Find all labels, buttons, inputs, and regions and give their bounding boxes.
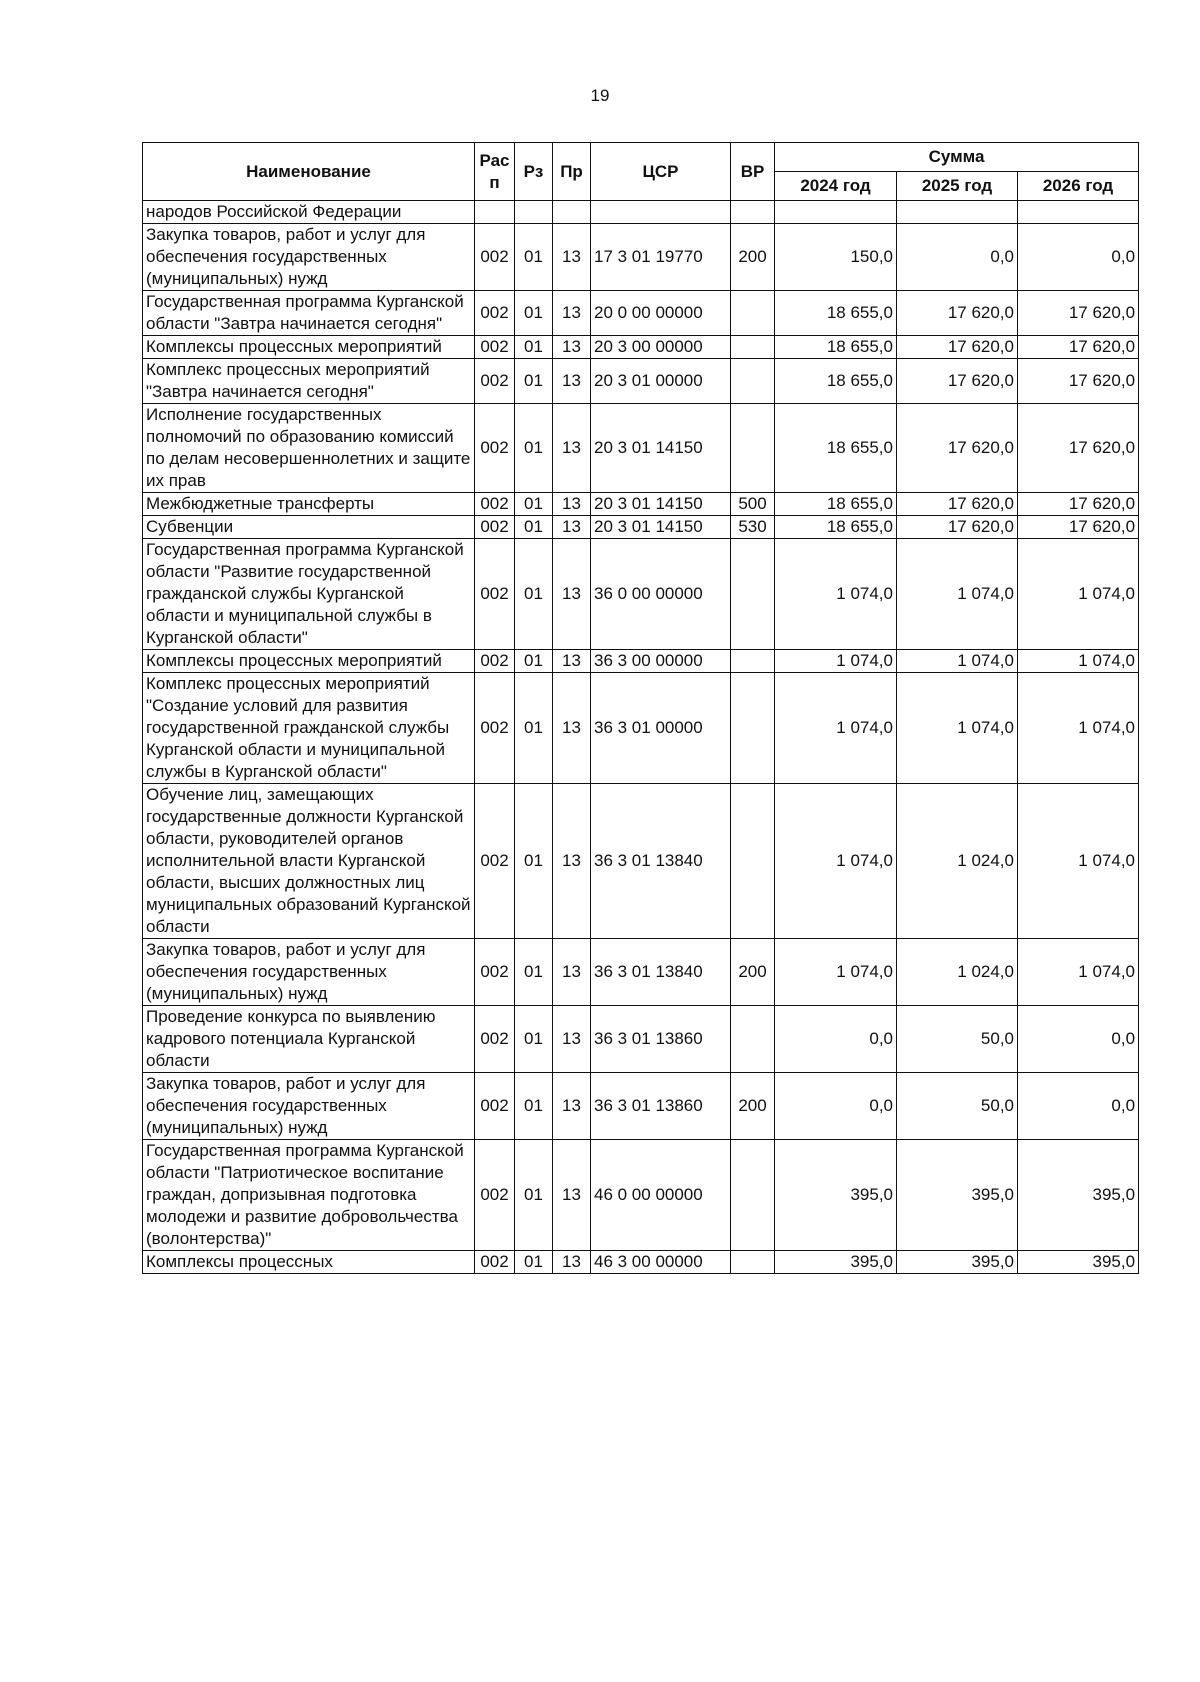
table-row xyxy=(143,650,1139,673)
cell-name: Закупка товаров, работ и услуг для обеспечения государственных (муниципальных) нужд xyxy=(143,224,475,291)
cell-pr: 13 xyxy=(553,291,591,336)
cell-vr xyxy=(731,650,775,673)
header-vr: ВР xyxy=(731,143,775,201)
cell-vr xyxy=(731,201,775,224)
cell-name: Комплекс процессных мероприятий "Завтра начинается сегодня" xyxy=(143,359,475,404)
cell-rasp: 002 xyxy=(475,1073,515,1140)
cell-vr: 500 xyxy=(731,493,775,516)
cell-csr: 36 3 01 13840 xyxy=(591,939,731,1006)
cell-rasp: 002 xyxy=(475,784,515,939)
cell-sum-2025: 1 074,0 xyxy=(897,650,1018,673)
table-row xyxy=(143,224,1139,291)
cell-sum-2026: 1 074,0 xyxy=(1018,939,1139,1006)
cell-name: Государственная программа Курганской области "Завтра начинается сегодня" xyxy=(143,291,475,336)
table-row xyxy=(143,539,1139,650)
cell-sum-2024: 395,0 xyxy=(775,1251,897,1274)
cell-vr xyxy=(731,404,775,493)
cell-name: народов Российской Федерации xyxy=(143,201,475,224)
cell-sum-2025: 1 024,0 xyxy=(897,939,1018,1006)
cell-rz: 01 xyxy=(515,939,553,1006)
cell-rz: 01 xyxy=(515,336,553,359)
cell-rasp: 002 xyxy=(475,539,515,650)
cell-sum-2025: 17 620,0 xyxy=(897,404,1018,493)
cell-pr: 13 xyxy=(553,539,591,650)
header-pr: Пр xyxy=(553,143,591,201)
cell-sum-2024: 395,0 xyxy=(775,1140,897,1251)
cell-name: Комплексы процессных мероприятий xyxy=(143,336,475,359)
cell-vr xyxy=(731,336,775,359)
cell-pr: 13 xyxy=(553,359,591,404)
cell-rz: 01 xyxy=(515,516,553,539)
cell-sum-2025: 50,0 xyxy=(897,1073,1018,1140)
cell-sum-2026: 395,0 xyxy=(1018,1251,1139,1274)
cell-csr: 36 3 01 13860 xyxy=(591,1006,731,1073)
cell-rasp: 002 xyxy=(475,1251,515,1274)
cell-rz: 01 xyxy=(515,650,553,673)
table-row xyxy=(143,201,1139,224)
cell-sum-2024 xyxy=(775,201,897,224)
cell-sum-2024: 0,0 xyxy=(775,1073,897,1140)
cell-sum-2025 xyxy=(897,201,1018,224)
cell-pr: 13 xyxy=(553,1073,591,1140)
table-row xyxy=(143,336,1139,359)
cell-vr xyxy=(731,673,775,784)
cell-vr: 200 xyxy=(731,224,775,291)
cell-vr xyxy=(731,1251,775,1274)
cell-pr xyxy=(553,201,591,224)
cell-csr: 36 3 01 13840 xyxy=(591,784,731,939)
cell-sum-2024: 18 655,0 xyxy=(775,516,897,539)
cell-rz: 01 xyxy=(515,224,553,291)
cell-rasp: 002 xyxy=(475,404,515,493)
cell-name: Закупка товаров, работ и услуг для обеспечения государственных (муниципальных) нужд xyxy=(143,939,475,1006)
cell-sum-2024: 18 655,0 xyxy=(775,336,897,359)
cell-sum-2024: 0,0 xyxy=(775,1006,897,1073)
cell-sum-2026 xyxy=(1018,201,1139,224)
cell-rasp xyxy=(475,201,515,224)
header-rz: Рз xyxy=(515,143,553,201)
cell-rasp: 002 xyxy=(475,359,515,404)
cell-pr: 13 xyxy=(553,939,591,1006)
cell-sum-2026: 17 620,0 xyxy=(1018,493,1139,516)
cell-name: Субвенции xyxy=(143,516,475,539)
cell-csr: 20 3 00 00000 xyxy=(591,336,731,359)
cell-vr: 200 xyxy=(731,1073,775,1140)
cell-rz: 01 xyxy=(515,1073,553,1140)
cell-rz: 01 xyxy=(515,539,553,650)
cell-rz: 01 xyxy=(515,493,553,516)
header-rasp: Рас п xyxy=(475,143,515,201)
cell-sum-2025: 1 074,0 xyxy=(897,539,1018,650)
cell-rz: 01 xyxy=(515,404,553,493)
cell-vr xyxy=(731,539,775,650)
cell-name: Комплексы процессных мероприятий xyxy=(143,650,475,673)
cell-sum-2025: 17 620,0 xyxy=(897,336,1018,359)
cell-rz: 01 xyxy=(515,359,553,404)
cell-sum-2025: 17 620,0 xyxy=(897,291,1018,336)
cell-csr: 17 3 01 19770 xyxy=(591,224,731,291)
cell-pr: 13 xyxy=(553,784,591,939)
cell-name: Проведение конкурса по выявлению кадрового потенциала Курганской области xyxy=(143,1006,475,1073)
cell-sum-2025: 17 620,0 xyxy=(897,493,1018,516)
cell-csr: 46 3 00 00000 xyxy=(591,1251,731,1274)
cell-sum-2025: 50,0 xyxy=(897,1006,1018,1073)
cell-csr: 20 0 00 00000 xyxy=(591,291,731,336)
table-row xyxy=(143,493,1139,516)
cell-sum-2024: 1 074,0 xyxy=(775,784,897,939)
cell-pr: 13 xyxy=(553,404,591,493)
cell-name: Межбюджетные трансферты xyxy=(143,493,475,516)
cell-csr: 36 3 01 13860 xyxy=(591,1073,731,1140)
cell-pr: 13 xyxy=(553,1006,591,1073)
cell-vr xyxy=(731,291,775,336)
cell-sum-2025: 1 074,0 xyxy=(897,673,1018,784)
table-row xyxy=(143,291,1139,336)
cell-sum-2025: 0,0 xyxy=(897,224,1018,291)
cell-rz: 01 xyxy=(515,784,553,939)
cell-sum-2024: 1 074,0 xyxy=(775,539,897,650)
cell-sum-2026: 17 620,0 xyxy=(1018,291,1139,336)
cell-sum-2024: 1 074,0 xyxy=(775,939,897,1006)
header-year-2026: 2026 год xyxy=(1018,172,1139,201)
cell-pr: 13 xyxy=(553,650,591,673)
cell-csr: 20 3 01 14150 xyxy=(591,404,731,493)
cell-sum-2025: 395,0 xyxy=(897,1140,1018,1251)
cell-sum-2024: 150,0 xyxy=(775,224,897,291)
cell-vr xyxy=(731,1006,775,1073)
table-row xyxy=(143,1251,1139,1274)
cell-vr xyxy=(731,1140,775,1251)
cell-csr: 36 0 00 00000 xyxy=(591,539,731,650)
table-row xyxy=(143,673,1139,784)
cell-sum-2026: 1 074,0 xyxy=(1018,539,1139,650)
cell-name: Государственная программа Курганской области "Развитие государственной гражданской службы Курганской области и муниципальной службы в Курганской области" xyxy=(143,539,475,650)
cell-sum-2026: 1 074,0 xyxy=(1018,650,1139,673)
cell-rasp: 002 xyxy=(475,516,515,539)
cell-sum-2026: 17 620,0 xyxy=(1018,404,1139,493)
cell-rz: 01 xyxy=(515,1006,553,1073)
table-header-row xyxy=(143,143,1139,172)
cell-name: Государственная программа Курганской области "Патриотическое воспитание граждан, допризывная подготовка молодежи и развитие добровольчества (волонтерства)" xyxy=(143,1140,475,1251)
cell-sum-2024: 18 655,0 xyxy=(775,493,897,516)
header-year-2025: 2025 год xyxy=(897,172,1018,201)
cell-name: Комплекс процессных мероприятий "Создание условий для развития государственной гражданской службы Курганской области и муниципальной службы в Курганской области" xyxy=(143,673,475,784)
cell-sum-2026: 17 620,0 xyxy=(1018,336,1139,359)
cell-rasp: 002 xyxy=(475,939,515,1006)
table-row xyxy=(143,939,1139,1006)
table-row xyxy=(143,1006,1139,1073)
cell-pr: 13 xyxy=(553,516,591,539)
cell-vr xyxy=(731,359,775,404)
table-row xyxy=(143,1073,1139,1140)
cell-rasp: 002 xyxy=(475,1140,515,1251)
table-row xyxy=(143,359,1139,404)
cell-csr: 20 3 01 14150 xyxy=(591,493,731,516)
cell-name: Исполнение государственных полномочий по образованию комиссий по делам несовершеннолетних и защите их прав xyxy=(143,404,475,493)
cell-rasp: 002 xyxy=(475,673,515,784)
cell-sum-2026: 1 074,0 xyxy=(1018,784,1139,939)
cell-sum-2026: 17 620,0 xyxy=(1018,359,1139,404)
cell-sum-2025: 1 024,0 xyxy=(897,784,1018,939)
cell-pr: 13 xyxy=(553,493,591,516)
table-row xyxy=(143,404,1139,493)
cell-sum-2026: 1 074,0 xyxy=(1018,673,1139,784)
cell-sum-2024: 1 074,0 xyxy=(775,650,897,673)
cell-pr: 13 xyxy=(553,224,591,291)
cell-vr: 530 xyxy=(731,516,775,539)
cell-rasp: 002 xyxy=(475,291,515,336)
header-csr: ЦСР xyxy=(591,143,731,201)
header-sum: Сумма xyxy=(775,143,1139,172)
cell-sum-2025: 17 620,0 xyxy=(897,359,1018,404)
cell-pr: 13 xyxy=(553,336,591,359)
cell-vr: 200 xyxy=(731,939,775,1006)
cell-pr: 13 xyxy=(553,1140,591,1251)
cell-sum-2024: 18 655,0 xyxy=(775,291,897,336)
cell-csr: 46 0 00 00000 xyxy=(591,1140,731,1251)
page-number: 19 xyxy=(590,86,610,105)
cell-rasp: 002 xyxy=(475,336,515,359)
cell-rz: 01 xyxy=(515,673,553,784)
cell-csr: 36 3 00 00000 xyxy=(591,650,731,673)
cell-rasp: 002 xyxy=(475,1006,515,1073)
cell-pr: 13 xyxy=(553,673,591,784)
cell-sum-2026: 17 620,0 xyxy=(1018,516,1139,539)
cell-name: Закупка товаров, работ и услуг для обеспечения государственных (муниципальных) нужд xyxy=(143,1073,475,1140)
cell-rz xyxy=(515,201,553,224)
cell-pr: 13 xyxy=(553,1251,591,1274)
cell-csr: 20 3 01 14150 xyxy=(591,516,731,539)
table-row xyxy=(143,516,1139,539)
cell-sum-2024: 1 074,0 xyxy=(775,673,897,784)
cell-sum-2026: 0,0 xyxy=(1018,1006,1139,1073)
cell-sum-2026: 0,0 xyxy=(1018,1073,1139,1140)
budget-table xyxy=(142,142,1139,1274)
header-name: Наименование xyxy=(143,143,475,201)
cell-sum-2024: 18 655,0 xyxy=(775,404,897,493)
cell-name: Обучение лиц, замещающих государственные должности Курганской области, руководителей органов исполнительной власти Курганской области, высших должностных лиц муниципальных образований Курганской области xyxy=(143,784,475,939)
cell-sum-2025: 395,0 xyxy=(897,1251,1018,1274)
cell-csr: 36 3 01 00000 xyxy=(591,673,731,784)
cell-rz: 01 xyxy=(515,1140,553,1251)
cell-sum-2026: 395,0 xyxy=(1018,1140,1139,1251)
cell-rasp: 002 xyxy=(475,650,515,673)
header-year-2024: 2024 год xyxy=(775,172,897,201)
table-body xyxy=(143,201,1139,1274)
cell-rasp: 002 xyxy=(475,493,515,516)
cell-name: Комплексы процессных xyxy=(143,1251,475,1274)
cell-csr: 20 3 01 00000 xyxy=(591,359,731,404)
cell-vr xyxy=(731,784,775,939)
cell-csr xyxy=(591,201,731,224)
cell-sum-2025: 17 620,0 xyxy=(897,516,1018,539)
cell-rz: 01 xyxy=(515,1251,553,1274)
cell-sum-2024: 18 655,0 xyxy=(775,359,897,404)
cell-sum-2026: 0,0 xyxy=(1018,224,1139,291)
table-row xyxy=(143,784,1139,939)
table-row xyxy=(143,1140,1139,1251)
cell-rasp: 002 xyxy=(475,224,515,291)
cell-rz: 01 xyxy=(515,291,553,336)
